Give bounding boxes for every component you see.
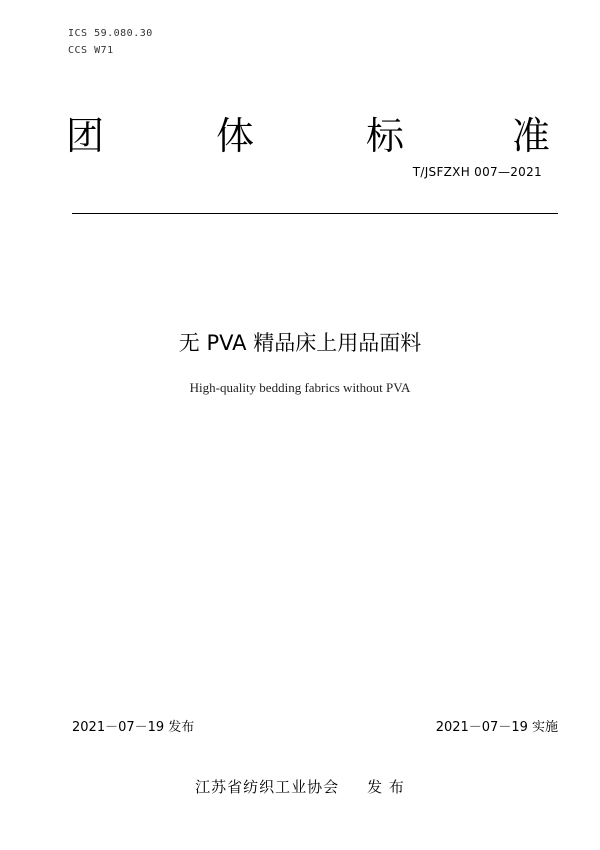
- standard-type-char-1: 团: [66, 114, 105, 158]
- standard-type-char-3: 标: [366, 114, 405, 158]
- publisher-action: 发 布: [367, 778, 405, 796]
- standard-type-char-2: 体: [216, 114, 255, 158]
- document-title-english: High-quality bedding fabrics without PVA: [189, 380, 411, 395]
- publisher-name: 江苏省纺织工业协会: [195, 778, 340, 796]
- header-divider: [72, 213, 558, 214]
- publisher-line: [0, 776, 600, 797]
- implementation-date: 2021－07－19 实施: [435, 720, 558, 735]
- ics-code: ICS 59.080.30: [68, 28, 153, 39]
- standard-code: T/JSFZXH 007—2021: [412, 165, 542, 179]
- issue-date: 2021－07－19 发布: [72, 720, 195, 735]
- ccs-code: CCS W71: [68, 45, 114, 56]
- standard-type-char-4: 准: [512, 114, 551, 158]
- document-title-chinese: 无 PVA 精品床上用品面料: [178, 331, 422, 355]
